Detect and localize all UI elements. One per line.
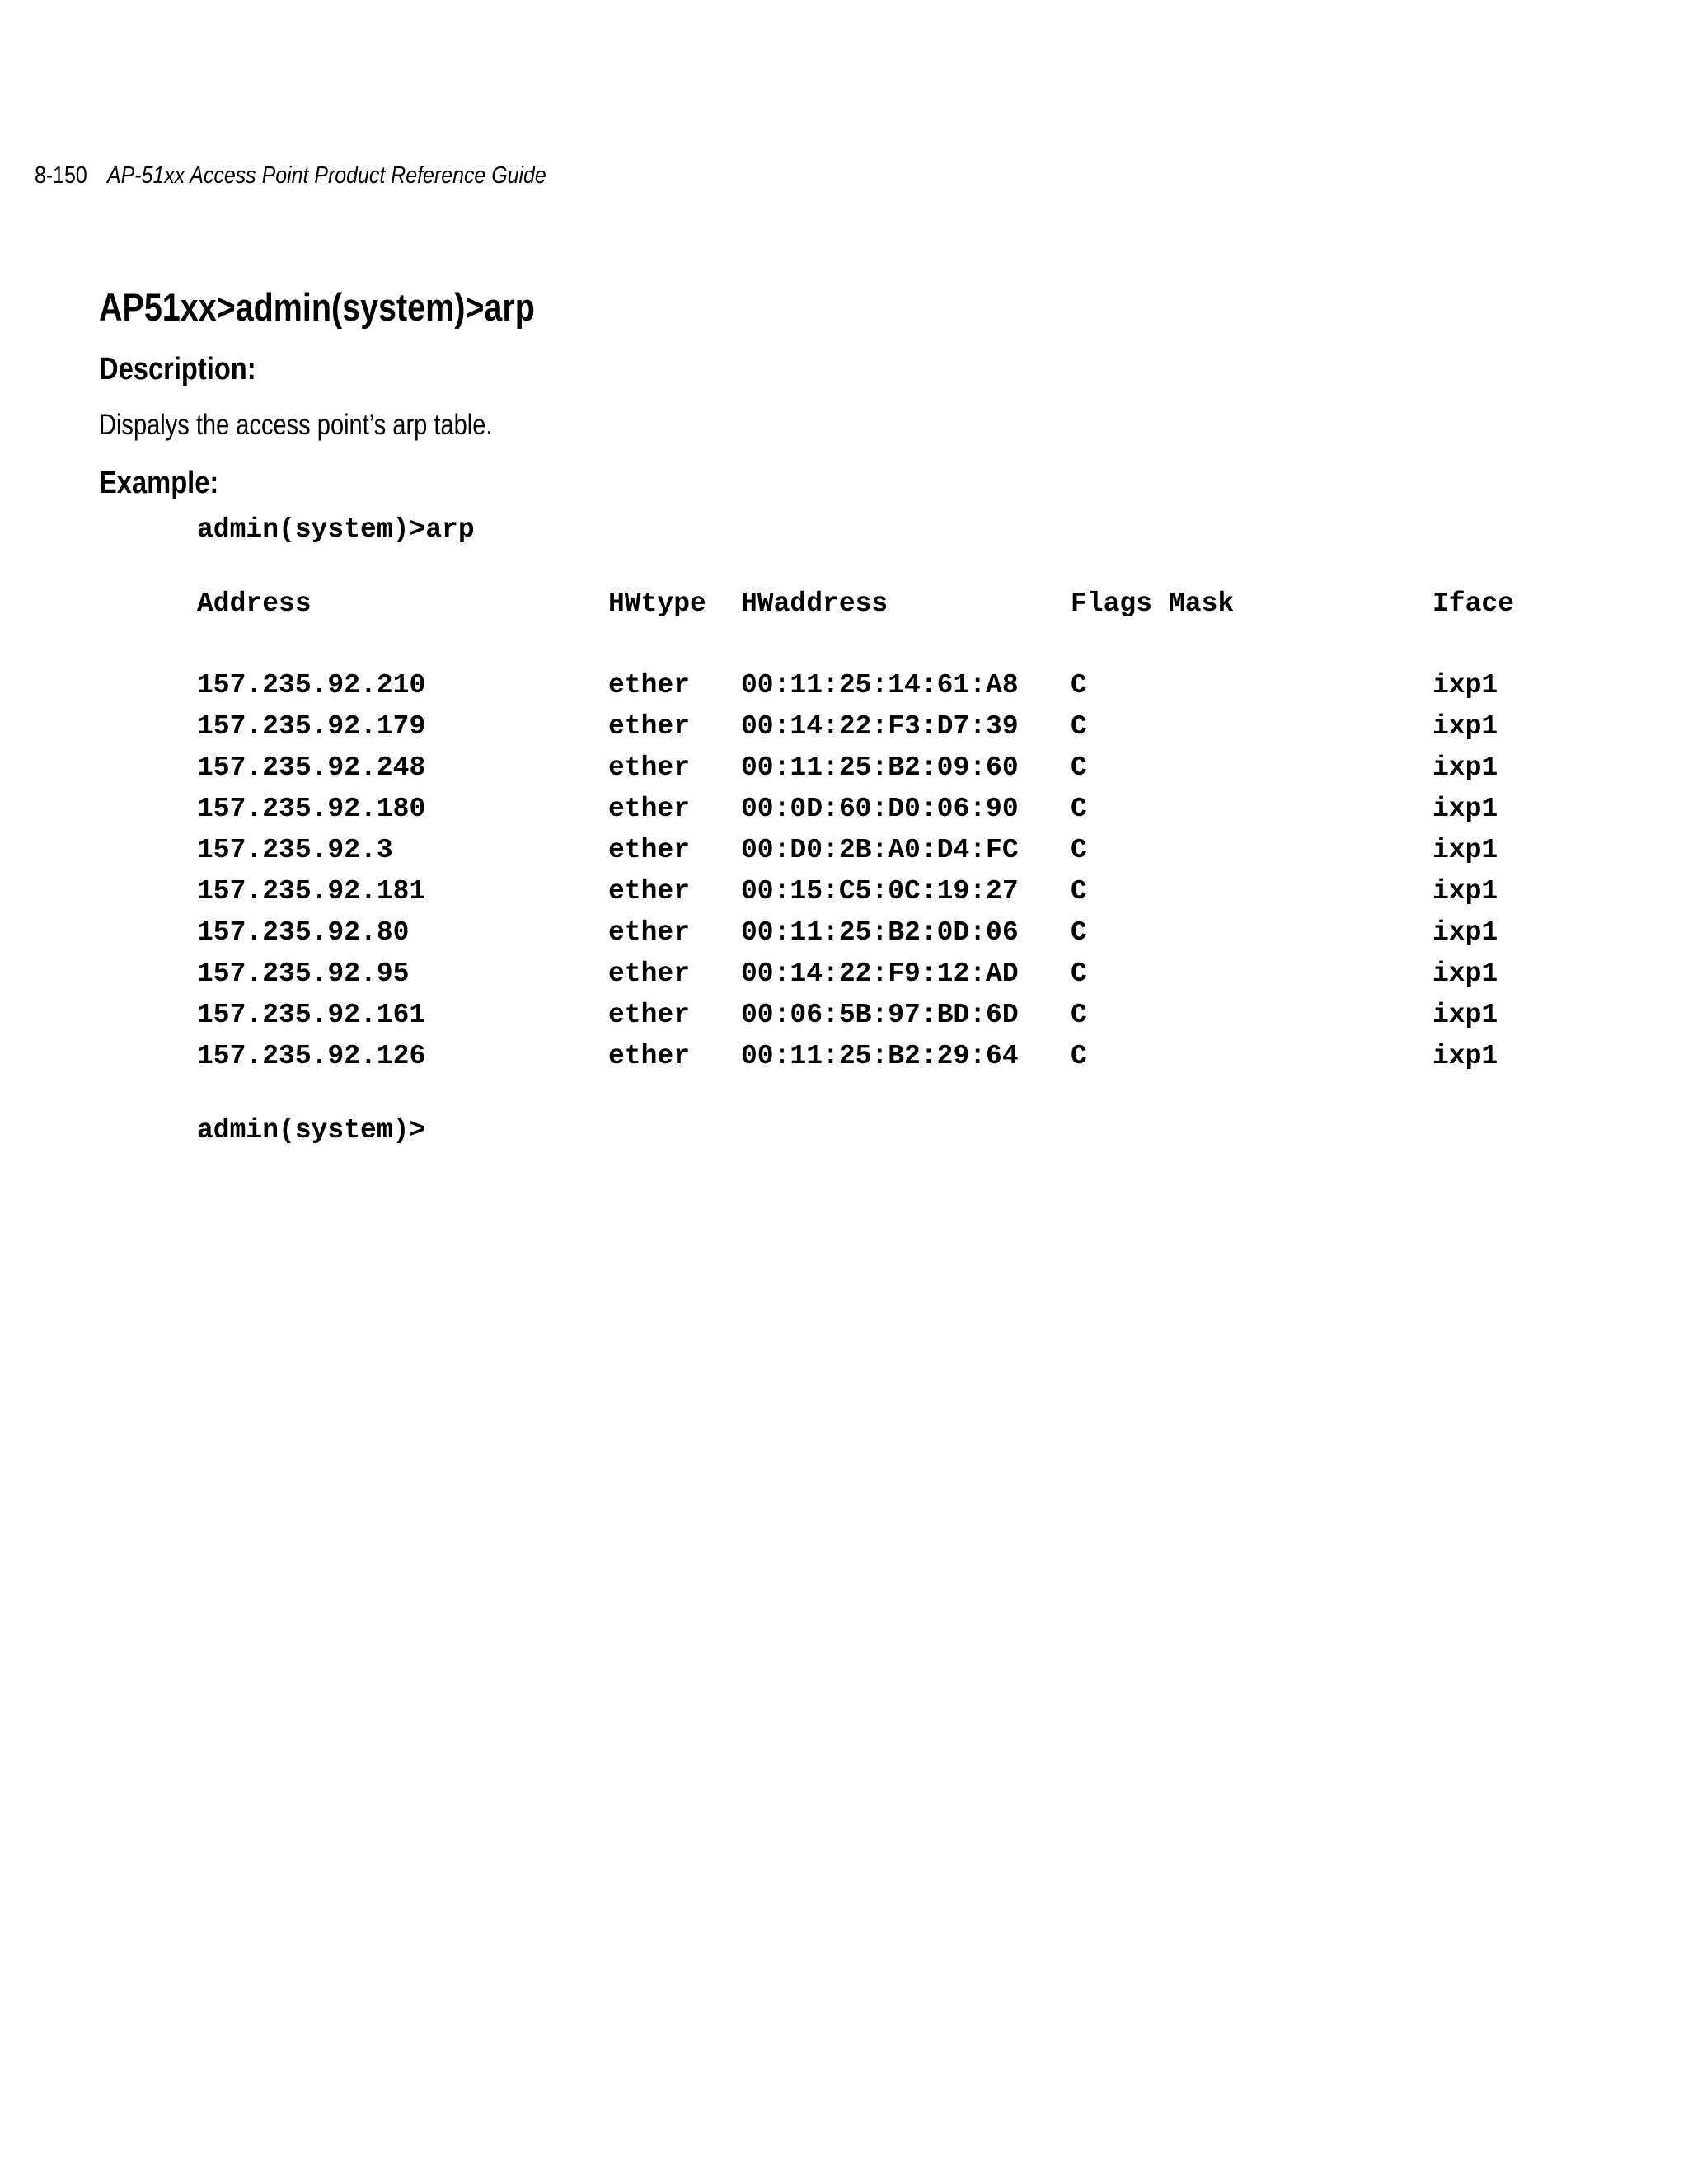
description-heading: Description:: [99, 352, 256, 387]
cell-hwtype: ether: [608, 752, 691, 783]
cell-flags: C: [1071, 917, 1087, 948]
cell-address: 157.235.92.248: [197, 752, 426, 783]
cell-hwaddress: 00:11:25:B2:0D:06: [741, 917, 1019, 948]
cell-flags: C: [1071, 1000, 1087, 1030]
cell-hwaddress: 00:14:22:F3:D7:39: [741, 711, 1019, 742]
cell-hwtype: ether: [608, 670, 691, 701]
cell-flags: C: [1071, 752, 1087, 783]
column-header-mask: Mask: [1169, 588, 1235, 619]
cell-flags: C: [1071, 670, 1087, 701]
cell-iface: ixp1: [1432, 958, 1498, 989]
cell-iface: ixp1: [1432, 1041, 1498, 1071]
cell-hwtype: ether: [608, 958, 691, 989]
command-title: AP51xx>admin(system)>arp: [99, 285, 535, 329]
example-end-prompt: admin(system)>: [197, 1115, 426, 1146]
cell-hwtype: ether: [608, 835, 691, 865]
column-header-flags: Flags: [1071, 588, 1153, 619]
cell-flags: C: [1071, 711, 1087, 742]
cell-hwtype: ether: [608, 1041, 691, 1071]
cell-address: 157.235.92.210: [197, 670, 426, 701]
column-header-iface: Iface: [1432, 588, 1515, 619]
column-header-hwaddress: HWaddress: [741, 588, 889, 619]
cell-address: 157.235.92.161: [197, 1000, 426, 1030]
column-header-address: Address: [197, 588, 312, 619]
cell-address: 157.235.92.126: [197, 1041, 426, 1071]
cell-hwtype: ether: [608, 917, 691, 948]
cell-hwtype: ether: [608, 876, 691, 907]
example-command-line: admin(system)>arp: [197, 514, 475, 545]
cell-address: 157.235.92.95: [197, 958, 410, 989]
cell-address: 157.235.92.179: [197, 711, 426, 742]
cell-flags: C: [1071, 794, 1087, 824]
cell-iface: ixp1: [1432, 711, 1498, 742]
cell-hwaddress: 00:14:22:F9:12:AD: [741, 958, 1019, 989]
cell-hwaddress: 00:11:25:B2:29:64: [741, 1041, 1019, 1071]
cell-hwaddress: 00:0D:60:D0:06:90: [741, 794, 1019, 824]
cell-hwaddress: 00:15:C5:0C:19:27: [741, 876, 1019, 907]
description-text: Dispalys the access point’s arp table.: [99, 409, 493, 441]
cell-hwaddress: 00:11:25:B2:09:60: [741, 752, 1019, 783]
cell-iface: ixp1: [1432, 835, 1498, 865]
cell-hwaddress: 00:D0:2B:A0:D4:FC: [741, 835, 1019, 865]
cell-address: 157.235.92.181: [197, 876, 426, 907]
cell-hwaddress: 00:11:25:14:61:A8: [741, 670, 1019, 701]
running-header: [35, 162, 618, 190]
cell-iface: ixp1: [1432, 876, 1498, 907]
cell-hwtype: ether: [608, 1000, 691, 1030]
cell-flags: C: [1071, 1041, 1087, 1071]
page-number: 8-150: [35, 162, 87, 189]
cell-iface: ixp1: [1432, 752, 1498, 783]
cell-flags: C: [1071, 876, 1087, 907]
cell-iface: ixp1: [1432, 794, 1498, 824]
guide-title: AP-51xx Access Point Product Reference Guide: [107, 162, 546, 189]
cell-hwaddress: 00:06:5B:97:BD:6D: [741, 1000, 1019, 1030]
cell-address: 157.235.92.180: [197, 794, 426, 824]
cell-address: 157.235.92.80: [197, 917, 410, 948]
cell-flags: C: [1071, 958, 1087, 989]
cell-flags: C: [1071, 835, 1087, 865]
column-header-hwtype: HWtype: [608, 588, 706, 619]
cell-iface: ixp1: [1432, 670, 1498, 701]
cell-hwtype: ether: [608, 711, 691, 742]
cell-iface: ixp1: [1432, 1000, 1498, 1030]
example-heading: Example:: [99, 466, 219, 500]
cell-iface: ixp1: [1432, 917, 1498, 948]
cell-address: 157.235.92.3: [197, 835, 393, 865]
cell-hwtype: ether: [608, 794, 691, 824]
